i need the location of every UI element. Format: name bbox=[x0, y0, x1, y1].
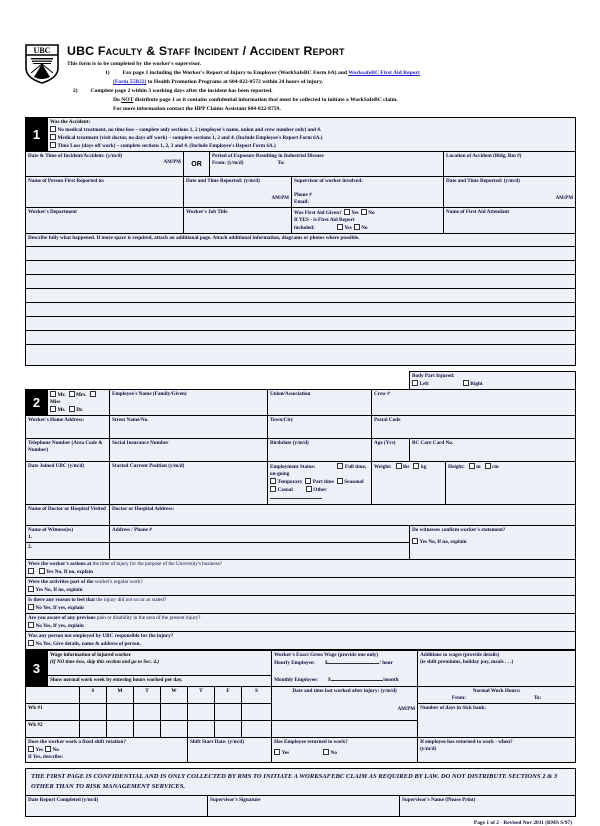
checkbox-full-time[interactable] bbox=[337, 463, 343, 469]
witness-confirm-label: Do witnesses confirm worker's statement? bbox=[412, 526, 506, 533]
incident-datetime-row bbox=[26, 152, 576, 177]
describe-line-input[interactable] bbox=[26, 289, 576, 303]
question-4-row bbox=[26, 613, 576, 631]
reported-to-row bbox=[26, 177, 576, 208]
instruction-2-text: Complete page 2 within 3 working days after the incident has been reported. bbox=[90, 88, 273, 95]
shift-start-label: Shift Start Date: (y/m/d) bbox=[190, 738, 245, 745]
union-field[interactable] bbox=[268, 390, 372, 416]
checkbox-part-time[interactable] bbox=[305, 478, 311, 484]
confidential-notice-cell bbox=[26, 768, 576, 795]
town-city-field[interactable] bbox=[268, 416, 372, 439]
crew-field[interactable] bbox=[372, 390, 576, 416]
question-3-options: No Yes, If yes, explain bbox=[28, 604, 573, 612]
postal-code-field[interactable] bbox=[372, 416, 576, 439]
hourly-wage-input[interactable] bbox=[327, 659, 379, 664]
body-part-spacer bbox=[26, 372, 410, 390]
shift-start-field[interactable] bbox=[188, 737, 272, 762]
employee-name-field[interactable] bbox=[110, 390, 268, 416]
shift-describe-label: If Yes, describe: bbox=[28, 753, 64, 760]
checkbox-q3-no[interactable] bbox=[28, 604, 34, 610]
question-2-text: Were the activities part of the worker's regular work? bbox=[28, 578, 143, 585]
supervisor-phone-label: Phone # bbox=[294, 192, 312, 199]
describe-tail-row[interactable] bbox=[26, 345, 576, 366]
employment-status-field[interactable] bbox=[268, 462, 372, 504]
checkbox-no-medical-treatment[interactable] bbox=[50, 126, 56, 132]
page-footer-info: Page 1 of 2 - Revised Nov 2011 (RMS S/97) bbox=[473, 819, 572, 826]
weight-line: Weight: lbs kg bbox=[374, 464, 427, 471]
wk1-wed-input[interactable] bbox=[161, 703, 188, 720]
witness-confirm-options: Yes No, If no, explain bbox=[412, 538, 573, 546]
last-worked-ampm: AM/PM bbox=[397, 706, 416, 712]
checkbox-dr[interactable] bbox=[69, 406, 75, 412]
date-time-incident-label: Date & Time of Incident/Accident: (y/m/d) bbox=[28, 153, 123, 160]
additions-label: Additions to wages (provide details) bbox=[420, 651, 500, 658]
checkbox-shift-yes[interactable] bbox=[28, 746, 34, 752]
doctor-name-field[interactable] bbox=[26, 504, 110, 525]
checkbox-returned-no[interactable] bbox=[323, 749, 329, 755]
body-part-injured-label: Body Part Injured: bbox=[412, 373, 455, 380]
workers-department-label: Worker's Department bbox=[28, 209, 77, 216]
wk2-fri-input[interactable] bbox=[215, 720, 242, 737]
section-3-table bbox=[25, 650, 576, 763]
shift-rotation-label: Does the worker work a fixed shift rotation? bbox=[28, 738, 126, 745]
checkbox-kg[interactable] bbox=[413, 463, 419, 469]
gross-wage-field[interactable] bbox=[272, 650, 418, 686]
checkbox-mr[interactable] bbox=[50, 391, 56, 397]
week-2-spacer bbox=[272, 720, 418, 737]
home-address-label: Worker's Home Address: bbox=[28, 417, 85, 424]
checkbox-casual[interactable] bbox=[270, 486, 276, 492]
additions-sublabel: (ie shift premiums, holiday pay, meals . . .) bbox=[420, 658, 514, 665]
checkbox-temporary[interactable] bbox=[270, 478, 276, 484]
describe-line-input[interactable] bbox=[26, 317, 576, 331]
instruction-item-1-cont bbox=[67, 78, 575, 87]
wk2-sun-input[interactable] bbox=[80, 720, 107, 737]
question-2-cell bbox=[26, 577, 576, 595]
period-exposure-label: Period of Exposure Resulting in Industrial Disease bbox=[212, 153, 324, 160]
question-1-cell bbox=[26, 559, 576, 577]
care-card-label: BC Care Card No. bbox=[412, 440, 454, 447]
week-day-header-row bbox=[26, 686, 576, 703]
sin-label: Social Insurance Number bbox=[112, 440, 169, 447]
town-city-label: Town/City bbox=[270, 417, 294, 424]
witness-row-1 bbox=[26, 525, 576, 542]
care-card-field[interactable] bbox=[410, 439, 576, 462]
describe-line-input[interactable] bbox=[26, 261, 576, 275]
describe-line[interactable] bbox=[26, 261, 576, 275]
week-label-spacer bbox=[26, 686, 80, 703]
witness-confirm-field[interactable] bbox=[410, 525, 576, 559]
describe-header-row bbox=[26, 234, 576, 247]
day-header-wed: W bbox=[161, 686, 188, 703]
checkbox-first-aid-no[interactable] bbox=[361, 209, 367, 215]
describe-line[interactable] bbox=[26, 317, 576, 331]
checkbox-other-status[interactable] bbox=[306, 486, 312, 492]
employee-name-label: Employee's Name (Family/Given) bbox=[112, 391, 187, 398]
section-3-header-row bbox=[26, 650, 576, 675]
checkbox-body-left[interactable] bbox=[412, 380, 418, 386]
ubc-crest-logo bbox=[25, 44, 59, 84]
home-address-field[interactable] bbox=[26, 416, 110, 439]
checkbox-metres[interactable] bbox=[469, 463, 475, 469]
checkbox-time-loss[interactable] bbox=[50, 142, 56, 148]
instruction-1-text-b: to Health Promotion Programs at 604-822-0572 within 24 hours of injury. bbox=[146, 79, 324, 85]
first-aid-attendant-label: Name of First Aid Attendant bbox=[446, 209, 510, 216]
other-status-input[interactable] bbox=[270, 494, 322, 499]
checkbox-returned-yes[interactable] bbox=[274, 749, 280, 755]
telephone-field[interactable] bbox=[26, 439, 110, 462]
wk1-thu-input[interactable] bbox=[188, 703, 215, 720]
wk1-sat-input[interactable] bbox=[242, 703, 272, 720]
age-label: Age (Yrs) bbox=[374, 440, 396, 447]
supervisor-signature-field[interactable] bbox=[208, 795, 400, 816]
checkbox-witness-confirm-yes[interactable] bbox=[412, 538, 418, 544]
day-header-fri: F bbox=[215, 686, 242, 703]
shift-rotation-row bbox=[26, 737, 576, 762]
returned-to-work-field[interactable] bbox=[272, 737, 418, 762]
height-line: Height: m cm bbox=[448, 464, 499, 471]
witness-1-number: 1. bbox=[28, 533, 32, 540]
doctor-address-field[interactable] bbox=[110, 504, 576, 525]
section-2-table bbox=[25, 371, 576, 649]
describe-line[interactable] bbox=[26, 247, 576, 261]
first-aid-attendant-field[interactable] bbox=[444, 208, 576, 234]
age-field[interactable] bbox=[372, 439, 410, 462]
salutation-line-2: Ms. Dr. bbox=[50, 406, 107, 414]
street-label: Street Name/No. bbox=[112, 417, 149, 424]
question-2-options: Yes No, If no, explain bbox=[28, 586, 573, 594]
question-3-text: Is there any reason to feel that the injury did not occur as stated? bbox=[28, 596, 167, 603]
wk1-sun-input[interactable] bbox=[80, 703, 107, 720]
instruction-note-2: For more information contact the HPP Claims Assistant 604-822-8759. bbox=[113, 106, 281, 113]
supervisor-signature-label: Supervisor's Signature bbox=[210, 796, 261, 803]
body-side-options: Left Right bbox=[412, 380, 573, 388]
note-not-emphasis: NOT bbox=[121, 97, 134, 104]
checkbox-ms[interactable] bbox=[50, 406, 56, 412]
normal-hours-field[interactable] bbox=[418, 686, 576, 703]
instruction-1-number: 1) bbox=[105, 69, 110, 76]
wk2-mon-input[interactable] bbox=[107, 720, 134, 737]
footer-table bbox=[25, 768, 576, 817]
shift-rotation-field[interactable] bbox=[26, 737, 188, 762]
sick-bank-label: Number of days in Sick bank: bbox=[420, 704, 487, 711]
checkbox-first-aid-yes[interactable] bbox=[344, 209, 350, 215]
date-time-reported-2-field[interactable] bbox=[444, 177, 576, 208]
date-completed-field[interactable] bbox=[26, 795, 208, 816]
question-5-text: Was any person not employed by UBC responsible for the injury? bbox=[28, 632, 174, 639]
supervisor-involved-label: Supervisor of worker involved: bbox=[294, 178, 363, 185]
section-3-number: 3 bbox=[26, 650, 48, 686]
day-header-sun: S bbox=[80, 686, 107, 703]
checkbox-q4-no[interactable] bbox=[28, 622, 34, 628]
date-completed-label: Date Report Completed (y/m/d) bbox=[28, 796, 99, 803]
accident-option-3: Time Loss (days off work) – complete sections 1, 2, 3 and 4. (Include Employee's Report Form 6A.) bbox=[50, 142, 573, 150]
union-label: Union/Association bbox=[270, 391, 311, 398]
describe-tail-input[interactable] bbox=[26, 345, 576, 366]
exposure-from-to: From: (y/m/d) To: bbox=[212, 160, 285, 167]
show-week-label: Show normal work week by entering hours worked per day. bbox=[50, 676, 183, 683]
signature-row bbox=[26, 795, 576, 816]
supervisor-email-label: Email: bbox=[294, 199, 309, 206]
location-of-accident-field[interactable] bbox=[444, 152, 576, 177]
wk1-mon-input[interactable] bbox=[107, 703, 134, 720]
body-part-injured-field[interactable] bbox=[410, 372, 576, 390]
employment-status-line-1: Employment Status: Full time, on-going bbox=[270, 464, 367, 478]
telephone-label: Telephone Number (Area Code & Number) bbox=[28, 440, 103, 454]
date-time-incident-field[interactable] bbox=[26, 152, 184, 177]
doctor-name-label: Name of Doctor or Hospital Visited bbox=[28, 505, 106, 512]
checkbox-mrs[interactable] bbox=[69, 391, 75, 397]
normal-hours-label: Normal Work Hours: bbox=[472, 687, 521, 694]
street-field[interactable] bbox=[110, 416, 268, 439]
day-header-mon: M bbox=[107, 686, 134, 703]
hourly-wage-line: Hourly Employee: $ / hour bbox=[274, 659, 393, 666]
describe-instruction-cell bbox=[26, 234, 576, 247]
question-1-options: Yes No, If no, explain bbox=[28, 568, 573, 576]
date-joined-field[interactable] bbox=[26, 462, 110, 504]
checkbox-q2-yes[interactable] bbox=[28, 586, 34, 592]
date-joined-label: Date Joined UBC (y/m/d) bbox=[28, 463, 85, 470]
name-first-reported-label: Name of Person First Reported to: bbox=[28, 178, 105, 185]
confidential-notice: THE FIRST PAGE IS CONFIDENTIAL AND IS ONLY COLLECTED BY RMS TO INITIATE A WORKSAFEBC CLAIM AS REQUIRED BY LAW. DO NOT DISTRIBUTE SECTIONS 2 & 3 OTHER THAN TO RISK MANAGEMENT SERVICES. bbox=[31, 772, 558, 790]
show-week-cell bbox=[48, 675, 272, 686]
crew-label: Crew # bbox=[374, 391, 390, 398]
postal-code-label: Postal Code bbox=[374, 417, 401, 424]
first-aid-given-line: Was First Aid Given? Yes No bbox=[294, 210, 375, 217]
first-aid-given-field[interactable] bbox=[292, 208, 444, 234]
period-exposure-field[interactable] bbox=[210, 152, 444, 177]
supervisor-name-field[interactable] bbox=[400, 795, 576, 816]
describe-label: Describe fully what happened. If more space is required, attach an additional page. Attach additional information, diagrams or photos where possible. bbox=[28, 235, 360, 242]
first-aid-report-label: If YES - is First Aid Report bbox=[294, 217, 355, 224]
started-position-field[interactable] bbox=[110, 462, 268, 504]
describe-line-input[interactable] bbox=[26, 331, 576, 345]
form-55b22-link[interactable]: (Form 55B22) bbox=[113, 79, 147, 85]
confidential-row bbox=[26, 768, 576, 795]
returned-label: Has Employee returned to work? bbox=[274, 738, 348, 745]
question-3-row bbox=[26, 595, 576, 613]
date-time-reported-2-label: Date and Time Reported: (y/m/d) bbox=[446, 178, 520, 185]
returned-when-label: If employee has returned to work - when? bbox=[420, 738, 513, 745]
worksafebc-first-aid-report-link[interactable]: WorksafeBC First Aid Report bbox=[348, 69, 420, 76]
describe-line[interactable] bbox=[26, 303, 576, 317]
day-header-sat: S bbox=[242, 686, 272, 703]
describe-line-input[interactable] bbox=[26, 275, 576, 289]
weight-field[interactable] bbox=[372, 462, 446, 504]
describe-line[interactable] bbox=[26, 275, 576, 289]
incident-ampm-label: AM/PM bbox=[163, 160, 181, 166]
checkbox-cm[interactable] bbox=[485, 463, 491, 469]
svg-text:UBC: UBC bbox=[33, 46, 51, 55]
checkbox-lbs[interactable] bbox=[396, 463, 402, 469]
birthdate-field[interactable] bbox=[268, 439, 372, 462]
location-label: Location of Accident (Bldg, Rm #) bbox=[446, 153, 522, 160]
normal-hours-from-to: From: To: bbox=[451, 694, 542, 701]
witness-address-label: Address / Phone # bbox=[112, 526, 152, 533]
day-header-thu: T bbox=[188, 686, 215, 703]
checkbox-miss[interactable] bbox=[90, 391, 96, 397]
checkbox-seasonal[interactable] bbox=[337, 478, 343, 484]
first-aid-included-line: included: Yes No bbox=[294, 225, 368, 232]
instruction-note-1 bbox=[67, 96, 575, 105]
witness-1-address-field[interactable] bbox=[110, 525, 410, 542]
section-1-table bbox=[25, 117, 576, 366]
monthly-wage-input[interactable] bbox=[331, 676, 383, 681]
instruction-intro: This form is to be completed by the worker's supervisor. bbox=[67, 60, 202, 67]
returned-options: Yes No bbox=[274, 749, 415, 757]
checkbox-report-included-no[interactable] bbox=[354, 224, 360, 230]
instruction-item-2 bbox=[67, 87, 575, 96]
header-instructions bbox=[67, 60, 575, 114]
or-separator: OR bbox=[184, 152, 210, 177]
body-part-row bbox=[26, 372, 576, 390]
note-suffix: distribute page 1 as it contains confidential information that must be collected to initiate a WorkSafeBC claim. bbox=[133, 97, 398, 104]
section-1-header-row bbox=[26, 118, 576, 152]
witness-2-address-field[interactable] bbox=[110, 542, 410, 559]
describe-line-input[interactable] bbox=[26, 247, 576, 261]
reported-ampm-label: AM/PM bbox=[271, 196, 289, 202]
instruction-2-number: 2) bbox=[73, 88, 78, 95]
note-prefix: Do bbox=[113, 97, 122, 104]
section-1-number: 1 bbox=[26, 118, 48, 152]
witness-2-name-field[interactable] bbox=[26, 542, 110, 559]
describe-line[interactable] bbox=[26, 331, 576, 345]
returned-when-field[interactable] bbox=[418, 737, 576, 762]
wage-info-cell bbox=[48, 650, 272, 675]
sin-field[interactable] bbox=[110, 439, 268, 462]
week-2-label: Wk #2 bbox=[26, 720, 80, 737]
employee-name-row bbox=[26, 390, 576, 416]
describe-line-input[interactable] bbox=[26, 303, 576, 317]
workers-job-title-field[interactable] bbox=[184, 208, 292, 234]
day-header-tue: T bbox=[134, 686, 161, 703]
date-time-reported-field[interactable] bbox=[184, 177, 292, 208]
shift-rotation-options: Yes No bbox=[28, 746, 185, 754]
workers-job-title-label: Worker's Job Title bbox=[186, 209, 228, 216]
instruction-item-1 bbox=[67, 69, 575, 78]
wk2-tue-input[interactable] bbox=[134, 720, 161, 737]
witness-1-name-field[interactable] bbox=[26, 525, 110, 542]
wage-info-title: Wage information of injured worker bbox=[50, 651, 131, 658]
question-1-row bbox=[26, 559, 576, 577]
question-5-row bbox=[26, 631, 576, 649]
wage-info-subtitle: (If NO time loss, skip this section and go to Sec. 4.) bbox=[50, 658, 159, 665]
checkbox-q1-yes[interactable] bbox=[28, 568, 34, 574]
last-worked-label: Date and time last worked after injury: (y/m/d) bbox=[292, 687, 397, 694]
section-2-number: 2 bbox=[26, 390, 48, 416]
home-address-row bbox=[26, 416, 576, 439]
was-accident-label: Was the Accident: bbox=[50, 119, 91, 126]
week-1-label: Wk #1 bbox=[26, 703, 80, 720]
accident-type-cell bbox=[48, 118, 576, 152]
sick-bank-field[interactable] bbox=[418, 703, 576, 737]
witness-name-label: Name of Witness(es) bbox=[28, 526, 74, 533]
started-position-label: Started Current Position (y/m/d) bbox=[112, 463, 185, 470]
question-4-cell bbox=[26, 613, 576, 631]
checkbox-report-included-yes[interactable] bbox=[337, 224, 343, 230]
form-header bbox=[25, 44, 575, 114]
question-4-options: No Yes, If yes, explain bbox=[28, 622, 573, 630]
question-1-text: Were the worker's actions at the time of injury for the purpose of the University's business? bbox=[28, 560, 223, 567]
question-2-row bbox=[26, 577, 576, 595]
last-worked-field[interactable] bbox=[272, 686, 418, 720]
checkbox-q1-no[interactable] bbox=[39, 568, 45, 574]
wk2-sat-input[interactable] bbox=[242, 720, 272, 737]
supervisor-involved-field[interactable] bbox=[292, 177, 444, 208]
monthly-wage-line: Monthly Employee: $ /month bbox=[274, 676, 399, 683]
supervisor-name-label: Supervisor's Name (Please Print) bbox=[402, 796, 476, 803]
instruction-1-text-a: Fax page 1 including the Worker's Report of Injury to Employer (WorkSafeBC Form 6A) and bbox=[122, 69, 349, 76]
workers-department-field[interactable] bbox=[26, 208, 184, 234]
birthdate-label: Birthdate (y/m/d) bbox=[270, 440, 309, 447]
name-first-reported-field[interactable] bbox=[26, 177, 184, 208]
question-4-text: Are you aware of any previous pain or disability in the area of the present injury? bbox=[28, 614, 201, 621]
page-title: UBC Faculty & Staff Incident / Accident Report bbox=[67, 44, 345, 58]
wk2-wed-input[interactable] bbox=[161, 720, 188, 737]
salutation-line-1: Mr. Mrs.Miss bbox=[50, 391, 107, 406]
height-field[interactable] bbox=[446, 462, 576, 504]
returned-when-ymd: (y/m/d) bbox=[420, 745, 437, 752]
gross-wage-label: Worker's Exact Gross Wage (provide one only) bbox=[274, 651, 379, 658]
accident-option-1: No medical treatment, no time loss – complete only sections 1, 2 (employee's name, union and crew number only) and 4. bbox=[50, 126, 573, 134]
checkbox-q5-no[interactable] bbox=[28, 640, 34, 646]
question-5-options: No Yes, Give details, name & address of person. bbox=[28, 640, 573, 648]
accident-option-2: Medical treatment (visit doctor, no days off work) – complete sections 1, 2 and 4. (Include Employee's Report Form 6A.) bbox=[50, 134, 573, 142]
additions-field[interactable] bbox=[418, 650, 576, 686]
doctor-row bbox=[26, 504, 576, 525]
salutation-field[interactable] bbox=[48, 390, 110, 416]
date-time-reported-label: Date and Time Reported: (y/m/d) bbox=[186, 178, 260, 185]
doctor-address-label: Doctor or Hospital Address: bbox=[112, 505, 175, 512]
department-row bbox=[26, 208, 576, 234]
checkbox-body-right[interactable] bbox=[463, 380, 469, 386]
employment-status-line-2: Temporary Part time Seasonal bbox=[270, 478, 369, 486]
wk1-fri-input[interactable] bbox=[215, 703, 242, 720]
employment-status-line-3: Casual Other bbox=[270, 486, 369, 502]
checkbox-medical-treatment[interactable] bbox=[50, 134, 56, 140]
reported-2-ampm-label: AM/PM bbox=[555, 196, 574, 202]
question-3-cell bbox=[26, 595, 576, 613]
describe-line[interactable] bbox=[26, 289, 576, 303]
witness-2-number: 2. bbox=[28, 543, 32, 550]
wk1-tue-input[interactable] bbox=[134, 703, 161, 720]
employment-status-row bbox=[26, 462, 576, 504]
checkbox-shift-no[interactable] bbox=[45, 746, 51, 752]
wk2-thu-input[interactable] bbox=[188, 720, 215, 737]
telephone-row bbox=[26, 439, 576, 462]
question-5-cell bbox=[26, 631, 576, 649]
